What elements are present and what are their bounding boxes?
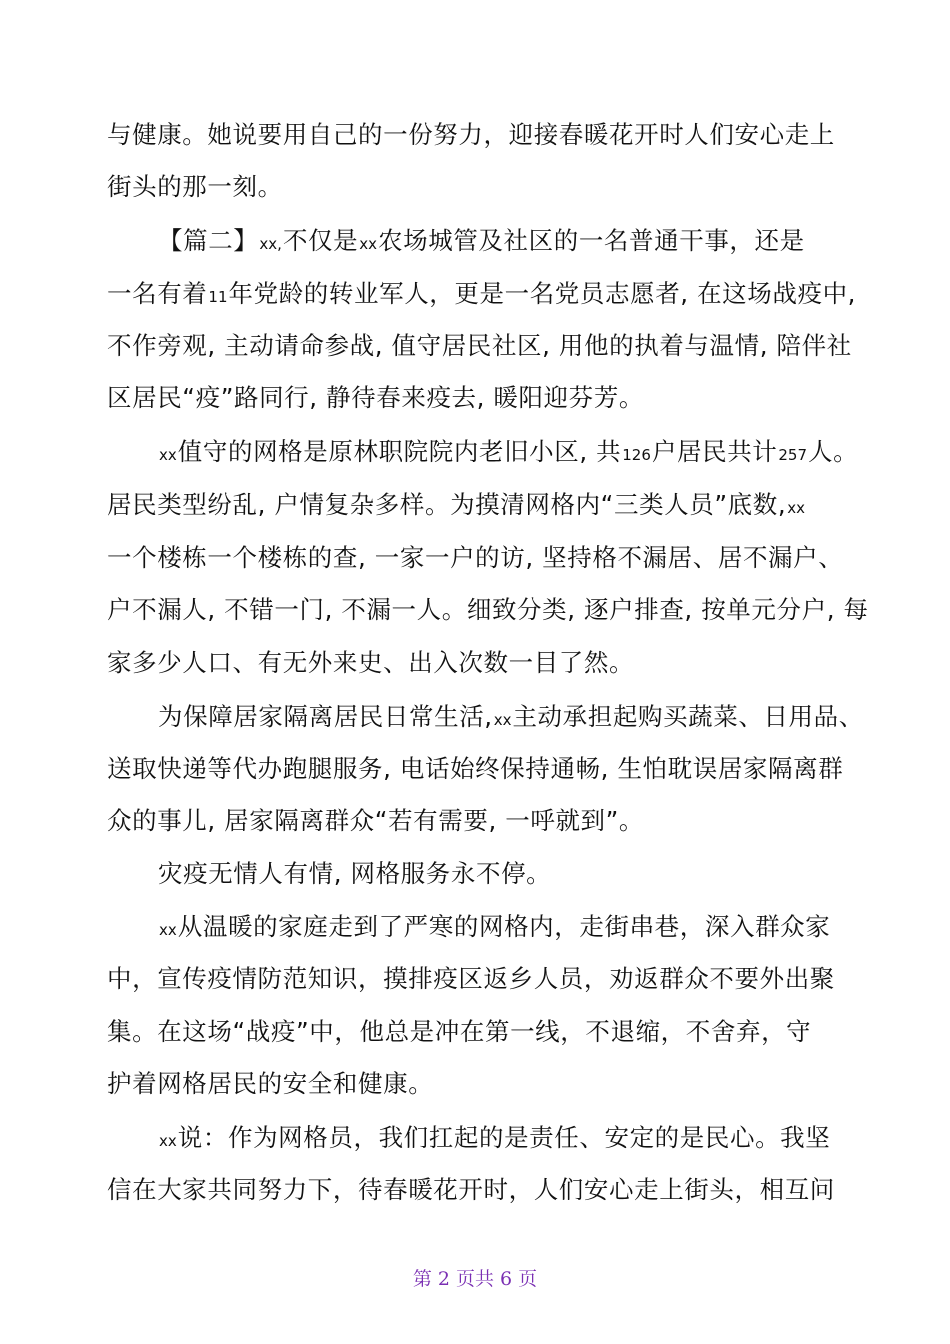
- paragraph-line: 护着网格居民的安全和健康。: [107, 1069, 434, 1098]
- paragraph-line: xx值守的网格是原林职院院内老旧小区, 共126户居民共计257人。: [159, 437, 859, 466]
- paragraph-line: 集。在这场“战疫”中，他总是冲在第一线，不退缩，不舍弃，守: [107, 1017, 812, 1046]
- paragraph-line: 与健康。她说要用自己的一份努力，迎接春暖花开时人们安心走上: [107, 120, 835, 149]
- paragraph-line: 一名有着11年党龄的转业军人，更是一名党员志愿者, 在这场战疫中,: [107, 279, 857, 308]
- section-heading: 【篇二】: [158, 226, 259, 255]
- paragraph-line: 户不漏人, 不错一门, 不漏一人。细致分类, 逐户排查, 按单元分户, 每: [107, 595, 869, 624]
- paragraph-line: xx从温暖的家庭走到了严寒的网格内，走街串巷，深入群众家: [159, 912, 831, 941]
- section-heading-line: 【篇二】xx,不仅是xx农场城管及社区的一名普通干事，还是: [158, 226, 805, 255]
- paragraph-line: 灾疫无情人有情, 网格服务永不停。: [158, 859, 552, 888]
- paragraph-line: 居民类型纷乱, 户情复杂多样。为摸清网格内“三类人员”底数,xx: [107, 490, 806, 519]
- paragraph-line: 送取快递等代办跑腿服务, 电话始终保持通畅, 生怕耽误居家隔离群: [107, 754, 844, 783]
- paragraph-line: xx说：作为网格员，我们扛起的是责任、安定的是民心。我坚: [159, 1123, 831, 1152]
- paragraph-line: 区居民“疫”路同行, 静待春来疫去, 暖阳迎芬芳。: [107, 383, 645, 412]
- paragraph-line: 众的事儿, 居家隔离群众“若有需要, 一呼就到”。: [107, 806, 645, 835]
- paragraph-line: 不作旁观, 主动请命参战, 值守居民社区, 用他的执着与温情, 陪伴社: [107, 331, 852, 360]
- paragraph-line: 家多少人口、有无外来史、出入次数一目了然。: [107, 648, 635, 677]
- page-number-footer: 第 2 页共 6 页: [412, 1268, 538, 1290]
- paragraph-line: 街头的那一刻。: [107, 172, 283, 201]
- paragraph-line: 中，宣传疫情防范知识，摸排疫区返乡人员，劝返群众不要外出聚: [107, 964, 835, 993]
- paragraph-line: 信在大家共同努力下，待春暖花开时，人们安心走上街头，相互问: [107, 1175, 835, 1204]
- paragraph-line: 为保障居家隔离居民日常生活,xx主动承担起购买蔬菜、日用品、: [158, 702, 864, 731]
- paragraph-line: 一个楼栋一个楼栋的查, 一家一户的访, 坚持格不漏居、居不漏户、: [107, 543, 844, 572]
